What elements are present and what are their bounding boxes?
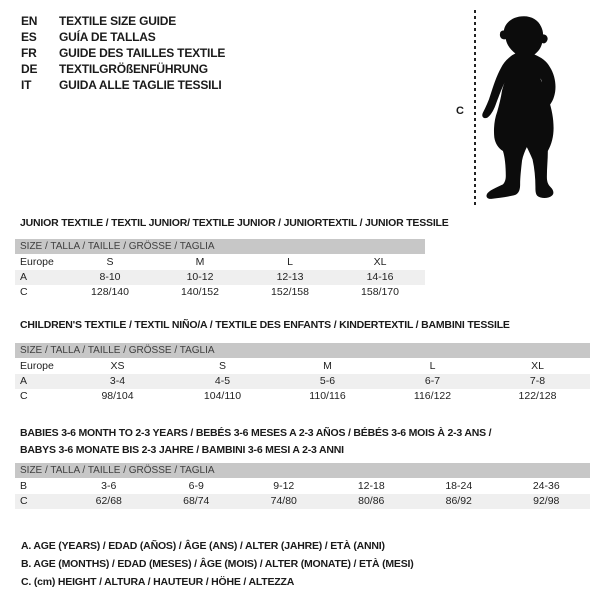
size-header-band: SIZE / TALLA / TAILLE / GRÖSSE / TAGLIA (15, 239, 425, 254)
size-cell: 7-8 (529, 375, 546, 387)
size-cell: 104/110 (203, 390, 242, 402)
size-cell: S (218, 360, 226, 372)
language-title: TEXTILGRÖßENFÜHRUNG (59, 62, 208, 76)
row-label: C (20, 286, 28, 298)
language-row (21, 29, 225, 45)
table-row (15, 479, 590, 494)
table-rows (15, 359, 590, 404)
row-label: Europe (20, 360, 54, 372)
table-row (15, 494, 590, 509)
table-rows (15, 255, 425, 300)
table-row (15, 374, 590, 389)
size-cell: 24-36 (532, 480, 560, 492)
size-cell: 5-6 (319, 375, 336, 387)
size-cell: 98/104 (101, 390, 134, 402)
size-cell: L (429, 360, 436, 372)
size-cell: 12-13 (276, 271, 304, 283)
language-code: IT (21, 78, 32, 92)
legend (21, 537, 414, 591)
size-cell: 92/98 (533, 495, 560, 507)
size-cell: 14-16 (366, 271, 394, 283)
size-header-band: SIZE / TALLA / TAILLE / GRÖSSE / TAGLIA (15, 463, 590, 478)
size-cell: 110/116 (309, 390, 346, 402)
size-cell: 68/74 (183, 495, 210, 507)
size-header-band: SIZE / TALLA / TAILLE / GRÖSSE / TAGLIA (15, 343, 590, 358)
language-title: GUIDA ALLE TAGLIE TESSILI (59, 78, 222, 92)
size-cell: 6-9 (188, 480, 204, 492)
size-cell: 116/122 (413, 390, 452, 402)
size-cell: XL (531, 360, 544, 372)
table-row (15, 285, 425, 300)
language-list (21, 13, 225, 93)
toddler-silhouette-image (480, 8, 566, 206)
language-title: TEXTILE SIZE GUIDE (59, 14, 177, 28)
table-title: BABIES 3-6 MONTH TO 2-3 YEARS / BEBÉS 3-6 MESES A 2-3 AÑOS / BÉBÉS 3-6 MOIS À 2-3 ANS / (20, 427, 492, 439)
size-cell: 6-7 (424, 375, 441, 387)
table-row (15, 255, 425, 270)
row-label: C (20, 390, 28, 402)
language-code: EN (21, 14, 38, 28)
table-rows (15, 479, 590, 509)
height-measure-label: C (456, 105, 464, 117)
size-cell: 3-4 (109, 375, 126, 387)
row-label: C (20, 495, 28, 507)
legend-line-b: B. AGE (MONTHS) / EDAD (MESES) / ÂGE (MOIS) / ALTER (MONATE) / ETÀ (MESI) (21, 558, 414, 570)
language-row (21, 77, 225, 93)
language-code: FR (21, 46, 37, 60)
table-row (15, 270, 425, 285)
size-cell: 128/140 (91, 286, 129, 298)
size-cell: 158/170 (361, 286, 399, 298)
size-cell: XL (373, 256, 387, 268)
size-cell: 10-12 (186, 271, 214, 283)
language-title: GUÍA DE TALLAS (59, 30, 156, 44)
size-cell: M (195, 256, 205, 268)
size-cell: 12-18 (357, 480, 385, 492)
height-dashed-line (474, 10, 476, 206)
language-code: ES (21, 30, 37, 44)
size-cell: 3-6 (101, 480, 117, 492)
size-cell: 18-24 (445, 480, 473, 492)
row-label: A (20, 271, 28, 283)
table-row (15, 359, 590, 374)
size-cell: 80/86 (358, 495, 385, 507)
row-label: B (20, 480, 28, 492)
table-title: JUNIOR TEXTILE / TEXTIL JUNIOR/ TEXTILE JUNIOR / JUNIORTEXTIL / JUNIOR TESSILE (20, 217, 449, 229)
size-cell: XS (110, 360, 125, 372)
table-title-line2: BABYS 3-6 MONATE BIS 2-3 JAHRE / BAMBINI 3-6 MESI A 2-3 ANNI (20, 444, 344, 456)
language-title: GUIDE DES TAILLES TEXTILE (59, 46, 226, 60)
size-cell: 74/80 (270, 495, 297, 507)
legend-line-c: C. (cm) HEIGHT / ALTURA / HAUTEUR / HÖHE / ALTEZZA (21, 576, 295, 588)
size-cell: 122/128 (518, 390, 557, 402)
language-code: DE (21, 62, 38, 76)
legend-line-a: A. AGE (YEARS) / EDAD (AÑOS) / ÂGE (ANS) / ALTER (JAHRE) / ETÀ (ANNI) (21, 540, 385, 552)
size-cell: 8-10 (99, 271, 121, 283)
size-cell: 140/152 (181, 286, 219, 298)
size-cell: 4-5 (214, 375, 231, 387)
language-row (21, 45, 225, 61)
language-row (21, 13, 225, 29)
row-label: Europe (20, 256, 54, 268)
table-title: CHILDREN'S TEXTILE / TEXTIL NIÑO/A / TEXTILE DES ENFANTS / KINDERTEXTIL / BAMBINI TESSILE (20, 319, 510, 331)
size-cell: 152/158 (271, 286, 309, 298)
language-row (21, 61, 225, 77)
size-cell: L (287, 256, 293, 268)
size-cell: 86/92 (445, 495, 472, 507)
table-row (15, 389, 590, 404)
size-cell: S (106, 256, 114, 268)
row-label: A (20, 375, 28, 387)
size-cell: 62/68 (95, 495, 122, 507)
size-cell: M (323, 360, 332, 372)
size-cell: 9-12 (273, 480, 295, 492)
